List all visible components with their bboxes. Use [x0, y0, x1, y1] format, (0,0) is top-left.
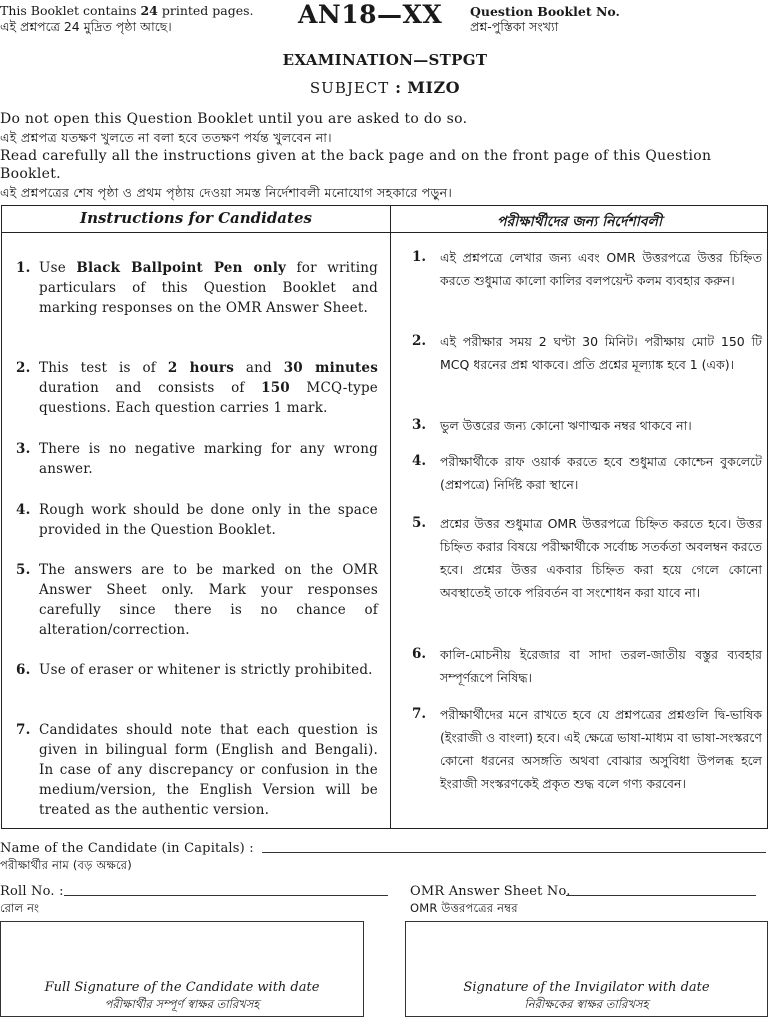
subject-label: SUBJECT	[309, 79, 390, 97]
instruction-number: 1.	[16, 260, 31, 276]
instruction-text: The answers are to be marked on the OMR Answer Sheet only. Mark your responses carefully since there is no chance of alteration/correction.	[39, 562, 378, 638]
invigilator-signature-label-bn: নিরীক্ষকের স্বাক্ষর তারিখসহ	[524, 997, 649, 1011]
instruction-en-1	[16, 258, 378, 318]
instruction-bn-3	[412, 414, 762, 437]
do-not-open-en: Do not open this Question Booklet until you are asked to do so.	[0, 111, 468, 127]
instruction-en-6	[16, 660, 378, 680]
candidate-name-field[interactable]	[262, 852, 766, 853]
instruction-text: পরীক্ষার্থীদের মনে রাখতে হবে যে প্রশ্নপত্রের প্রশ্নগুলি দ্বি-ভাষিক (ইংরাজী ও বাংলা) হবে। এই ক্ষেত্রে ভাষা-মাধ্যম বা ভাষা-সংস্করণে কোনো ধরনের অসঙ্গতি অথবা বোঝার অসুবিধা উপলব্ধ হলে ইংরাজী সংস্করণকেই প্রকৃত শুদ্ধ বলে গণ্য করবেন।	[440, 707, 762, 791]
instruction-number: 7.	[412, 706, 427, 722]
instructions-heading-bn: পরীক্ষার্থীদের জন্য নির্দেশাবলী	[497, 214, 662, 230]
instruction-en-3	[16, 439, 378, 479]
instruction-number: 2.	[16, 360, 31, 376]
omr-no-label-bn: OMR উত্তরপত্রের নম্বর	[410, 901, 518, 915]
column-divider	[390, 206, 391, 828]
invigilator-signature-box[interactable]	[405, 921, 768, 1017]
omr-no-field[interactable]	[566, 895, 756, 896]
instruction-text: কালি-মোচনীয় ইরেজার বা সাদা তরল-জাতীয় বস্তুর ব্যবহার সম্পূর্ণরূপে নিষিদ্ধ।	[440, 647, 762, 685]
instruction-bn-7	[412, 703, 762, 795]
booklet-code: AN18—XX	[298, 0, 443, 29]
candidate-name-label-en: Name of the Candidate (in Capitals) :	[0, 841, 254, 856]
instruction-text: এই প্রশ্নপত্রে লেখার জন্য এবং OMR উত্তরপত্রে উত্তর চিহ্নিত করতে শুধুমাত্র কালো কালির বলপয়েন্ট কলম ব্যবহার করুন।	[440, 250, 762, 288]
read-carefully-en: Read carefully all the instructions given at the back page and on the front page of this Question Booklet.	[0, 148, 712, 182]
roll-no-label	[0, 884, 64, 916]
instruction-number: 5.	[16, 562, 31, 578]
general-notes	[0, 110, 770, 202]
instructions-heading-en: Instructions for Candidates	[80, 209, 312, 227]
booklet-pages-info	[0, 3, 290, 35]
instruction-text: পরীক্ষার্থীকে রাফ ওয়ার্ক করতে হবে শুধুমাত্র কোশ্চেন বুকলেটে (প্রশ্নপত্রে) নির্দিষ্ট করা স্থানে।	[440, 454, 762, 492]
instruction-bn-1	[412, 246, 762, 292]
candidate-name-label-bn: পরীক্ষার্থীর নাম (বড় অক্ষরে)	[0, 858, 132, 872]
instruction-number: 4.	[412, 453, 427, 469]
instruction-en-4	[16, 500, 378, 540]
instruction-en-2	[16, 358, 378, 418]
subject-line	[0, 78, 770, 97]
instruction-text: Use of eraser or whitener is strictly prohibited.	[39, 662, 373, 678]
instruction-en-5	[16, 560, 378, 640]
roll-no-field[interactable]	[64, 895, 388, 896]
question-booklet-no-en: Question Booklet No.	[470, 4, 620, 19]
instruction-number: 3.	[16, 441, 31, 457]
instruction-text: This test is of 2 hours and 30 minutes duration and consists of 150 MCQ-type questions. Each question carries 1 mark.	[39, 360, 379, 416]
subject-value: MIZO	[407, 78, 461, 97]
candidate-signature-label-en: Full Signature of the Candidate with date	[44, 980, 320, 995]
instruction-number: 5.	[412, 515, 427, 531]
candidate-signature-label-bn: পরীক্ষার্থীর সম্পূর্ণ স্বাক্ষর তারিখসহ	[104, 997, 260, 1011]
invigilator-signature-label-en: Signature of the Invigilator with date	[463, 980, 710, 995]
instruction-text: ভুল উত্তরের জন্য কোনো ঋণাত্মক নম্বর থাকবে না।	[440, 418, 692, 433]
instruction-bn-5	[412, 512, 762, 604]
booklet-pages-en: This Booklet contains 24 printed pages.	[0, 3, 254, 18]
question-booklet-no	[470, 4, 770, 35]
instruction-bn-4	[412, 450, 762, 496]
instructions-table	[1, 205, 768, 829]
instruction-number: 4.	[16, 502, 31, 518]
instruction-bn-2	[412, 330, 762, 376]
candidate-signature-box[interactable]	[0, 921, 364, 1017]
read-carefully-bn: এই প্রশ্নপত্রের শেষ পৃষ্ঠা ও প্রথম পৃষ্ঠায় দেওয়া সমস্ত নির্দেশাবলী মনোযোগ সহকারে পড়ুন।	[0, 185, 453, 200]
subject-separator: :	[395, 78, 402, 97]
instruction-number: 1.	[412, 249, 427, 265]
instruction-text: There is no negative marking for any wrong answer.	[39, 441, 378, 477]
instruction-en-7	[16, 720, 378, 820]
instruction-number: 7.	[16, 722, 31, 738]
do-not-open-bn: এই প্রশ্নপত্র যতক্ষণ খুলতে না বলা হবে ততক্ষণ পর্যন্ত খুলবেন না।	[0, 130, 332, 145]
exam-title: EXAMINATION—STPGT	[282, 51, 488, 69]
instruction-number: 3.	[412, 417, 427, 433]
roll-no-label-bn: রোল নং	[0, 901, 40, 915]
instruction-text: এই পরীক্ষার সময় 2 ঘণ্টা 30 মিনিট। পরীক্ষায় মোট 150 টি MCQ ধরনের প্রশ্ন থাকবে। প্রতি প্রশ্নের মূল্যাঙ্ক হবে 1 (এক)।	[440, 334, 762, 372]
instruction-bn-6	[412, 643, 762, 689]
instruction-number: 6.	[16, 662, 31, 678]
instruction-text: Use Black Ballpoint Pen only for writing particulars of this Question Booklet and marking responses on the OMR Answer Sheet.	[39, 260, 379, 316]
instruction-text: Candidates should note that each question is given in bilingual form (English and Bengali). In case of any discrepancy or confusion in the medium/version, the English Version will be treated as the authentic version.	[39, 722, 378, 818]
question-booklet-no-bn: প্রশ্ন-পুস্তিকা সংখ্যা	[470, 19, 559, 34]
instruction-number: 6.	[412, 646, 427, 662]
instruction-text: Rough work should be done only in the space provided in the Question Booklet.	[39, 502, 378, 538]
omr-no-label	[410, 884, 571, 916]
instruction-text: প্রশ্নের উত্তর শুধুমাত্র OMR উত্তরপত্রে চিহ্নিত করতে হবে। উত্তর চিহ্নিত করার বিষয়ে পরীক্ষার্থীকে সর্বোচ্চ সতর্কতা অবলম্বন করতে হবে। প্রশ্নের উত্তর একবার চিহ্নিত করা হয়ে গেলে কোনো অবস্থাতেই তাকে পরিবর্তন বা সংশোধন করা যাবে না।	[440, 516, 762, 600]
roll-no-label-en: Roll No. :	[0, 884, 64, 899]
candidate-name-label	[0, 841, 254, 873]
instruction-number: 2.	[412, 333, 427, 349]
booklet-pages-bn: এই প্রশ্নপত্রে 24 মুদ্রিত পৃষ্ঠা আছে।	[0, 19, 172, 34]
omr-no-label-en: OMR Answer Sheet No.	[410, 884, 571, 899]
